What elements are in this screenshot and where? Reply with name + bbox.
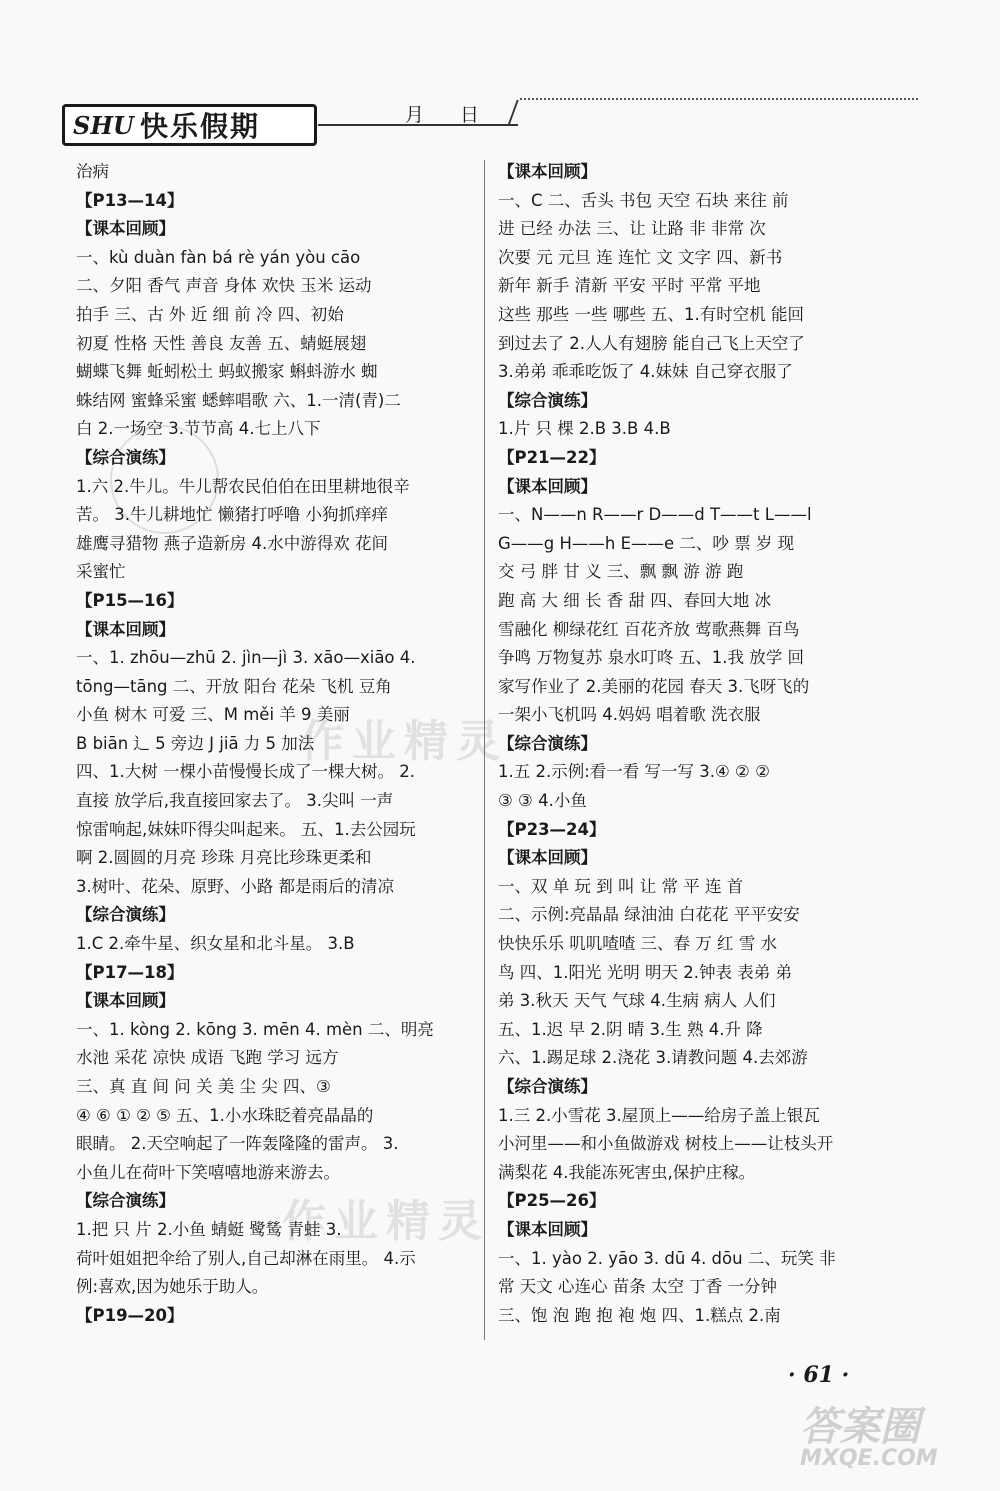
answer-line: 二、示例:亮晶晶 绿油油 白花花 平平安安 — [498, 905, 800, 925]
answer-line: 跑 高 大 细 长 香 甜 四、春回大地 冰 — [498, 590, 771, 610]
column-divider — [484, 160, 485, 1340]
section-heading: 【课本回顾】 — [76, 991, 175, 1011]
answer-line: 到过去了 2.人人有翅膀 能自己飞上天空了 — [498, 333, 805, 353]
answer-line: 1.把 只 片 2.小鱼 蜻蜓 鹭鸶 青蛙 3. — [76, 1219, 342, 1239]
answer-line: 一、双 单 玩 到 叫 让 常 平 连 首 — [498, 876, 744, 896]
answer-line: 一、1. kòng 2. kōng 3. mēn 4. mèn 二、明亮 — [76, 1019, 434, 1039]
answer-line: 三、饱 泡 跑 抱 袍 炮 四、1.糕点 2.南 — [498, 1305, 781, 1325]
section-heading: 【课本回顾】 — [76, 219, 175, 239]
section-heading: 【综合演练】 — [498, 733, 597, 753]
answer-line: 进 已经 办法 三、让 让路 非 非常 次 — [498, 219, 766, 239]
answer-line: 交 弓 胖 甘 义 三、飘 飘 游 游 跑 — [498, 562, 744, 582]
answer-line: 一、N——n R——r D——d T——t L——l — [498, 505, 812, 525]
logo-title: 快乐假期 — [139, 110, 260, 143]
header-dotted-line — [520, 98, 918, 100]
answer-line: 家写作业了 2.美丽的花园 春天 3.飞呀飞的 — [498, 676, 810, 696]
section-heading: 【P15—16】 — [76, 590, 184, 610]
answer-line: 雪融化 柳绿花红 百花齐放 莺歌燕舞 百鸟 — [498, 619, 800, 639]
answer-line: 1.六 2.牛儿。牛儿帮农民伯伯在田里耕地很辛 — [76, 476, 410, 496]
section-heading: 【综合演练】 — [76, 1191, 175, 1211]
answer-line: 这些 那些 一些 哪些 五、1.有时空机 能回 — [498, 304, 804, 324]
section-heading: 【综合演练】 — [76, 905, 175, 925]
answer-line: 荷叶姐姐把伞给了别人,自己却淋在雨里。 4.示 — [76, 1248, 416, 1268]
section-heading: 【P19—20】 — [76, 1305, 184, 1325]
answer-line: 1.五 2.示例:看一看 写一写 3.④ ② ② — [498, 762, 770, 782]
answer-line: 争鸣 万物复苏 泉水叮咚 五、1.我 放学 回 — [498, 648, 804, 668]
answer-line: 治病 — [76, 162, 109, 181]
left-column — [76, 158, 476, 1330]
answer-line: 二、夕阳 香气 声音 身体 欢快 玉米 运动 — [76, 276, 372, 296]
answer-line: 满梨花 4.我能冻死害虫,保护庄稼。 — [498, 1162, 756, 1182]
section-heading: 【P21—22】 — [498, 447, 606, 467]
answer-line: 3.弟弟 乖乖吃饭了 4.妹妹 自己穿衣服了 — [498, 362, 793, 382]
answer-line: 初夏 性格 天性 善良 友善 五、蜻蜓展翅 — [76, 333, 367, 353]
section-heading: 【综合演练】 — [498, 1077, 597, 1096]
answer-line: ③ ③ 4.小鱼 — [498, 791, 587, 811]
answer-line: 新年 新手 清新 平安 平时 平常 平地 — [498, 276, 761, 296]
section-heading: 【P17—18】 — [76, 962, 184, 982]
section-heading: 【课本回顾】 — [498, 162, 597, 181]
answer-line: 雄鹰寻猎物 燕子造新房 4.水中游得欢 花间 — [76, 533, 388, 553]
answer-line: 拍手 三、古 外 近 细 前 冷 四、初始 — [76, 304, 344, 324]
answer-line: tōng—tāng 二、开放 阳台 花朵 飞机 豆角 — [76, 676, 392, 696]
answer-line: B biān 辶 5 旁边 J jiā 力 5 加法 — [76, 733, 315, 753]
answer-line: 蝴蝶飞舞 蚯蚓松土 蚂蚁搬家 蝌蚪游水 蜘 — [76, 362, 378, 382]
answer-line: 小鱼 树木 可爱 三、M měi 羊 9 美丽 — [76, 705, 350, 725]
answer-line: 三、真 直 间 问 关 美 尘 尖 四、③ — [76, 1077, 331, 1096]
answer-line: 一、C 二、舌头 书包 天空 石块 来往 前 — [498, 190, 789, 210]
section-heading: 【综合演练】 — [498, 390, 597, 410]
answer-line: 直接 放学后,我直接回家去了。 3.尖叫 一声 — [76, 791, 394, 811]
watermark-text: 作业精灵 — [282, 1196, 490, 1247]
day-label: 日 — [460, 104, 480, 126]
answer-line: 快快乐乐 叽叽喳喳 三、春 万 红 雪 水 — [498, 934, 777, 954]
answer-line: 3.树叶、花朵、原野、小路 都是雨后的清凉 — [76, 876, 394, 896]
corner-logo-url: MXQE.COM — [800, 1446, 938, 1471]
answer-line: 1.C 2.牵牛星、织女星和北斗星。 3.B — [76, 934, 355, 954]
answer-line: 1.三 2.小雪花 3.屋顶上——给房子盖上银瓦 — [498, 1105, 820, 1125]
corner-watermark-logo — [800, 1395, 990, 1485]
section-heading: 【课本回顾】 — [498, 848, 597, 868]
answer-line: 小鱼儿在荷叶下笑嘻嘻地游来游去。 — [76, 1162, 340, 1182]
answer-line: 次要 元 元旦 连 连忙 文 文字 四、新书 — [498, 247, 783, 267]
answer-line: 五、1.迟 早 2.阴 晴 3.生 熟 4.升 降 — [498, 1019, 763, 1039]
month-label: 月 — [405, 104, 425, 126]
section-heading: 【课本回顾】 — [76, 619, 175, 639]
answer-line: 啊 2.圆圆的月亮 珍珠 月亮比珍珠更柔和 — [76, 848, 372, 868]
answer-line: G——g H——h E——e 二、吵 票 岁 现 — [498, 533, 795, 553]
header-slant — [507, 100, 518, 126]
answer-line: 鸟 四、1.阳光 光明 明天 2.钟表 表弟 弟 — [498, 962, 792, 982]
answer-line: 眼睛。 2.天空响起了一阵轰隆隆的雷声。 3. — [76, 1134, 399, 1154]
answer-line: 1.片 只 棵 2.B 3.B 4.B — [498, 419, 671, 439]
section-heading: 【课本回顾】 — [498, 1219, 597, 1239]
answer-line: 弟 3.秋天 天气 气球 4.生病 病人 人们 — [498, 991, 776, 1011]
answer-line: 一、1. zhōu—zhū 2. jìn—jì 3. xāo—xiāo 4. — [76, 648, 416, 668]
answer-line: 白 2.一场空 3.节节高 4.七上八下 — [76, 419, 321, 439]
answer-line: 六、1.踢足球 2.浇花 3.请教问题 4.去郊游 — [498, 1048, 808, 1068]
answer-line: 采蜜忙 — [76, 562, 126, 582]
answer-line: 四、1.大树 一棵小苗慢慢长成了一棵大树。 2. — [76, 762, 415, 782]
watermark-text: 作业精灵 — [300, 716, 508, 767]
answer-line: 小河里——和小鱼做游戏 树枝上——让枝头开 — [498, 1134, 834, 1154]
right-column — [498, 158, 908, 1330]
section-heading: 【P23—24】 — [498, 819, 606, 839]
answer-line: 例:喜欢,因为她乐于助人。 — [76, 1277, 269, 1297]
header-logo — [62, 104, 317, 146]
answer-line: 常 天文 心连心 苗条 太空 丁香 一分钟 — [498, 1277, 777, 1297]
answer-line: 一、1. yào 2. yāo 3. dū 4. dōu 二、玩笑 非 — [498, 1248, 836, 1268]
section-heading: 【P25—26】 — [498, 1191, 606, 1211]
answer-line: 苦。 3.牛儿耕地忙 懒猪打呼噜 小狗抓痒痒 — [76, 505, 388, 525]
answer-line: 惊雷响起,妹妹吓得尖叫起来。 五、1.去公园玩 — [76, 819, 416, 839]
section-heading: 【P13—14】 — [76, 190, 184, 210]
answer-line: 蛛结网 蜜蜂采蜜 蟋蟀唱歌 六、1.一清(青)二 — [76, 390, 401, 410]
corner-logo-title: 答案圈 — [800, 1404, 920, 1450]
answer-line: 一、kù duàn fàn bá rè yán yòu cāo — [76, 247, 361, 267]
section-heading: 【课本回顾】 — [498, 476, 597, 496]
logo-prefix: SHU — [73, 110, 134, 140]
section-heading: 【综合演练】 — [76, 447, 175, 467]
answer-line: ④ ⑥ ① ② ⑤ 五、1.小水珠眨着亮晶晶的 — [76, 1105, 374, 1125]
page-number: · 61 · — [788, 1362, 850, 1388]
answer-line: 一架小飞机吗 4.妈妈 唱着歌 洗衣服 — [498, 705, 761, 725]
answer-line: 水池 采花 凉快 成语 飞跑 学习 远方 — [76, 1048, 339, 1068]
